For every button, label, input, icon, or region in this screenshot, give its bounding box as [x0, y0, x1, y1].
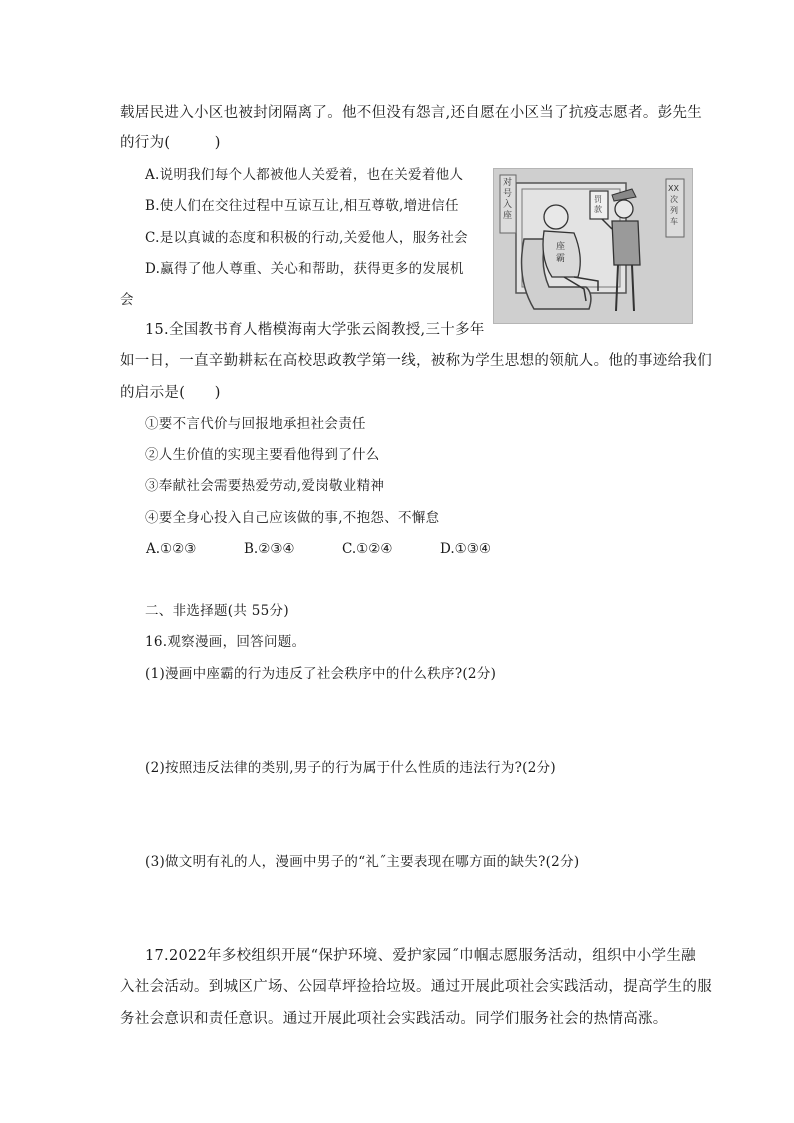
q15-stem-line3: 的启示是( )	[120, 385, 221, 401]
q17-line2: 入社会活动。到城区广场、公园草坪捡拾垃圾。通过开展此项社会实践活动，提高学生的服	[120, 979, 712, 995]
cartoon-drawing	[494, 169, 692, 323]
q15-choice-b: B.②③④	[244, 541, 295, 557]
q15-choice-a: A.①②③	[146, 541, 197, 557]
q15-stem-line1: 15.全国教书育人楷模海南大学张云阁教授,三十多年	[145, 322, 485, 338]
cartoon-illustration	[493, 168, 693, 324]
q15-choice-d: D.①③④	[440, 541, 491, 557]
cartoon-label-right: XX 次列车	[668, 184, 679, 226]
cartoon-label-left: 对号入座	[503, 178, 513, 221]
q15-choice-c: C.①②④	[342, 541, 393, 557]
q14-stem-line2: 的行为( )	[120, 135, 221, 151]
q15-item-3: ③奉献社会需要热爱劳动,爱岗敬业精神	[145, 478, 385, 494]
q17-line1: 17.2022年多校组织开展“保护环境、爱护家园˝巾帼志愿服务活动，组织中小学生融	[145, 948, 696, 964]
cartoon-label-seat: 座霸	[556, 242, 566, 264]
q16-sub2: (2)按照违反法律的类别,男子的行为属于什么性质的违法行为?(2分)	[145, 760, 556, 776]
q17-line3: 务社会意识和责任意识。通过开展此项社会实践活动。同学们服务社会的热情高涨。	[120, 1011, 668, 1027]
q14-option-a: A.说明我们每个人都被他人关爱着，也在关爱着他人	[145, 167, 464, 183]
q14-option-d-line1: D.赢得了他人尊重、关心和帮助，获得更多的发展机	[145, 261, 464, 277]
q14-option-c: C.是以真诚的态度和积极的行动,关爱他人，服务社会	[145, 230, 468, 246]
section-heading: 二、非选择题(共 55分)	[145, 603, 289, 619]
q15-item-1: ①要不言代价与回报地承担社会责任	[145, 416, 366, 432]
q16-sub1: (1)漫画中座霸的行为违反了社会秩序中的什么秩序?(2分)	[145, 666, 497, 682]
q15-item-4: ④要全身心投入自己应该做的事,不抱怨、不懈怠	[145, 510, 440, 526]
q16-sub3: (3)做文明有礼的人，漫画中男子的“礼˝主要表现在哪方面的缺失?(2分)	[145, 854, 580, 870]
q15-item-2: ②人生价值的实现主要看他得到了什么	[145, 447, 380, 463]
q14-option-b: B.使人们在交往过程中互谅互让,相互尊敬,增进信任	[145, 198, 459, 214]
q16-stem: 16.观察漫画，回答问题。	[145, 634, 306, 650]
q15-stem-line2: 如一日，一直辛勤耕耘在高校思政教学第一线，被称为学生思想的领航人。他的事迹给我们	[120, 353, 712, 369]
q14-option-d-line2: 会	[120, 292, 134, 308]
cartoon-label-sign: 罚款	[594, 195, 602, 214]
q14-stem-line1: 载居民进入小区也被封闭隔离了。他不但没有怨言,还自愿在小区当了抗疫志愿者。彭先生	[120, 105, 703, 121]
